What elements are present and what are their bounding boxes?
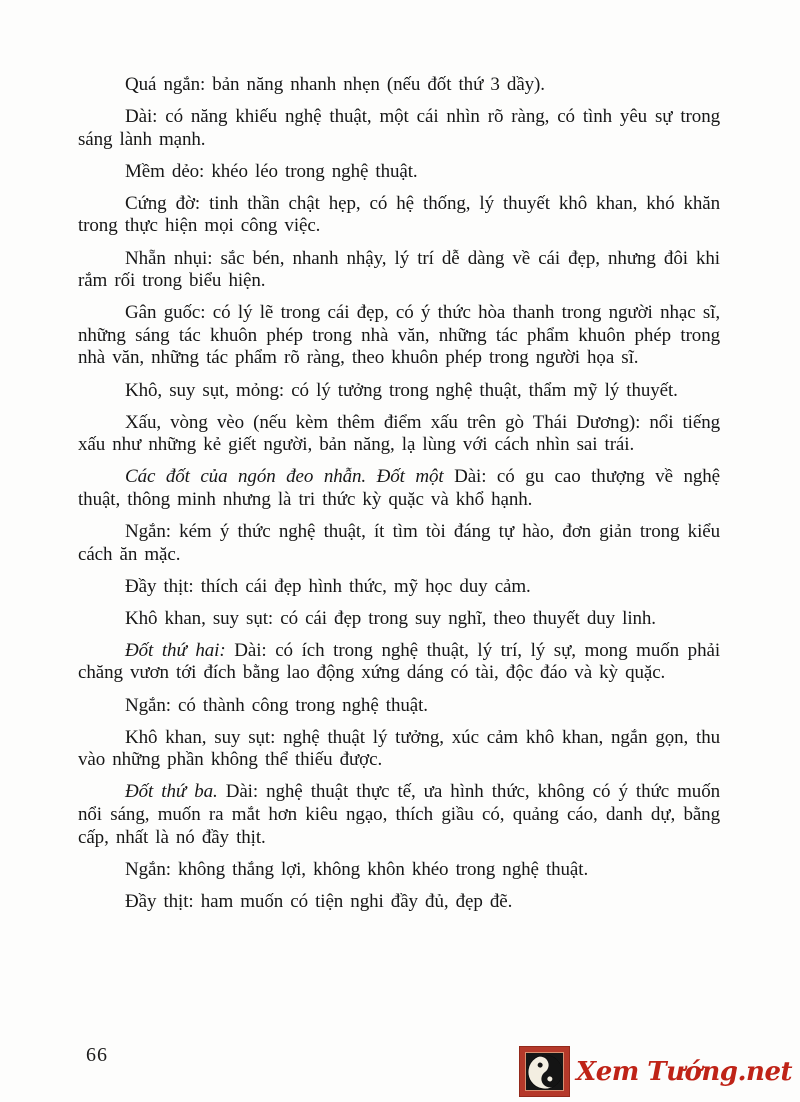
paragraph: [78, 608, 720, 631]
paragraph-text: Ngắn: có thành công trong nghệ thuật.: [125, 694, 428, 716]
paragraph-text: Xấu, vòng vèo (nếu kèm thêm điểm xấu trên gò Thái Dương): nổi tiếng xấu như những kẻ giết người, bản năng, lạ lùng với cách nhìn sai trái.: [78, 411, 720, 456]
paragraph: [78, 466, 720, 511]
paragraph: [78, 380, 720, 403]
paragraph: [78, 576, 720, 599]
paragraph-text: Dài: có năng khiếu nghệ thuật, một cái nhìn rõ ràng, có tình yêu sự trong sáng lành mạnh.: [78, 106, 720, 150]
paragraph-text: Dài: có gu cao thượng về nghệ thuật, thông minh nhưng là tri thức kỳ quặc và khổ hạnh.: [78, 466, 720, 510]
paragraph: [78, 695, 720, 718]
paragraph: [78, 193, 720, 238]
paragraph: [78, 859, 720, 882]
paragraph-text: Nhẵn nhụi: sắc bén, nhanh nhậy, lý trí dễ dàng về cái đẹp, nhưng đôi khi rắm rối trong biểu hiện.: [78, 247, 720, 292]
paragraph-text: Dài: có ích trong nghệ thuật, lý trí, lý sự, mong muốn phải chăng vươn tới đích bằng lao động xứng dáng có tài, độc đáo và kỳ quặc.: [78, 639, 720, 684]
paragraph: [78, 106, 720, 151]
paragraph-lead-italic: Đốt thứ ba.: [125, 781, 218, 803]
paragraph-text: Ngắn: kém ý thức nghệ thuật, ít tìm tòi đáng tự hào, đơn giản trong kiểu cách ăn mặc.: [78, 521, 720, 565]
paragraph-lead-italic: Đốt thứ hai:: [125, 639, 226, 661]
paragraph: [78, 161, 720, 184]
yin-yang-icon: [520, 1047, 569, 1096]
paragraph-text: Cứng đờ: tinh thần chật hẹp, có hệ thống, lý thuyết khô khan, khó khăn trong thực hiện mọi công việc.: [78, 192, 720, 237]
page-number: 66: [86, 1044, 108, 1066]
xemtuong-watermark: [520, 1047, 792, 1096]
paragraph-lead-italic: Các đốt của ngón đeo nhẫn. Đốt một: [125, 466, 444, 488]
paragraph-text: Gân guốc: có lý lẽ trong cái đẹp, có ý thức hòa thanh trong người nhạc sĩ, những sáng tác khuôn phép trong nhà văn, những tác phẩm khuôn phép trong nhà văn, những tác phẩm rõ ràng, theo khuôn phép trong người họa sĩ.: [78, 302, 720, 369]
paragraph-text: Quá ngắn: bản năng nhanh nhẹn (nếu đốt thứ 3 dầy).: [125, 74, 545, 95]
paragraph: [78, 640, 720, 685]
paragraph: [78, 521, 720, 566]
text-block: [78, 74, 720, 923]
paragraph-text: Ngắn: không thắng lợi, không khôn khéo trong nghệ thuật.: [125, 858, 589, 880]
paragraph-text: Đầy thịt: thích cái đẹp hình thức, mỹ học duy cảm.: [125, 575, 531, 597]
paragraph-text: Khô khan, suy sụt: nghệ thuật lý tưởng, xúc cảm khô khan, ngắn gọn, thu vào những phần không thể thiếu được.: [78, 726, 720, 771]
paragraph-text: Mềm dẻo: khéo léo trong nghệ thuật.: [125, 160, 418, 182]
paragraph-text: Đầy thịt: ham muốn có tiện nghi đầy đủ, đẹp đẽ.: [125, 890, 513, 912]
paragraph: [78, 74, 720, 97]
paragraph: [78, 248, 720, 293]
paragraph: [78, 412, 720, 457]
paragraph: [78, 891, 720, 914]
watermark-text: Xem Tướng.net: [576, 1056, 792, 1087]
paragraph-text: Dài: nghệ thuật thực tế, ưa hình thức, không có ý thức muốn nổi sáng, muốn ra mắt hơn kiêu ngạo, thích giầu có, quảng cáo, danh dự, bằng cấp, nhất là nó đầy thịt.: [78, 781, 720, 848]
paragraph-text: Khô khan, suy sụt: có cái đẹp trong suy nghĩ, theo thuyết duy linh.: [125, 607, 656, 629]
paragraph: [78, 781, 720, 849]
paragraph: [78, 302, 720, 370]
paragraph-text: Khô, suy sụt, mỏng: có lý tưởng trong nghệ thuật, thẩm mỹ lý thuyết.: [125, 379, 678, 401]
paragraph: [78, 727, 720, 772]
